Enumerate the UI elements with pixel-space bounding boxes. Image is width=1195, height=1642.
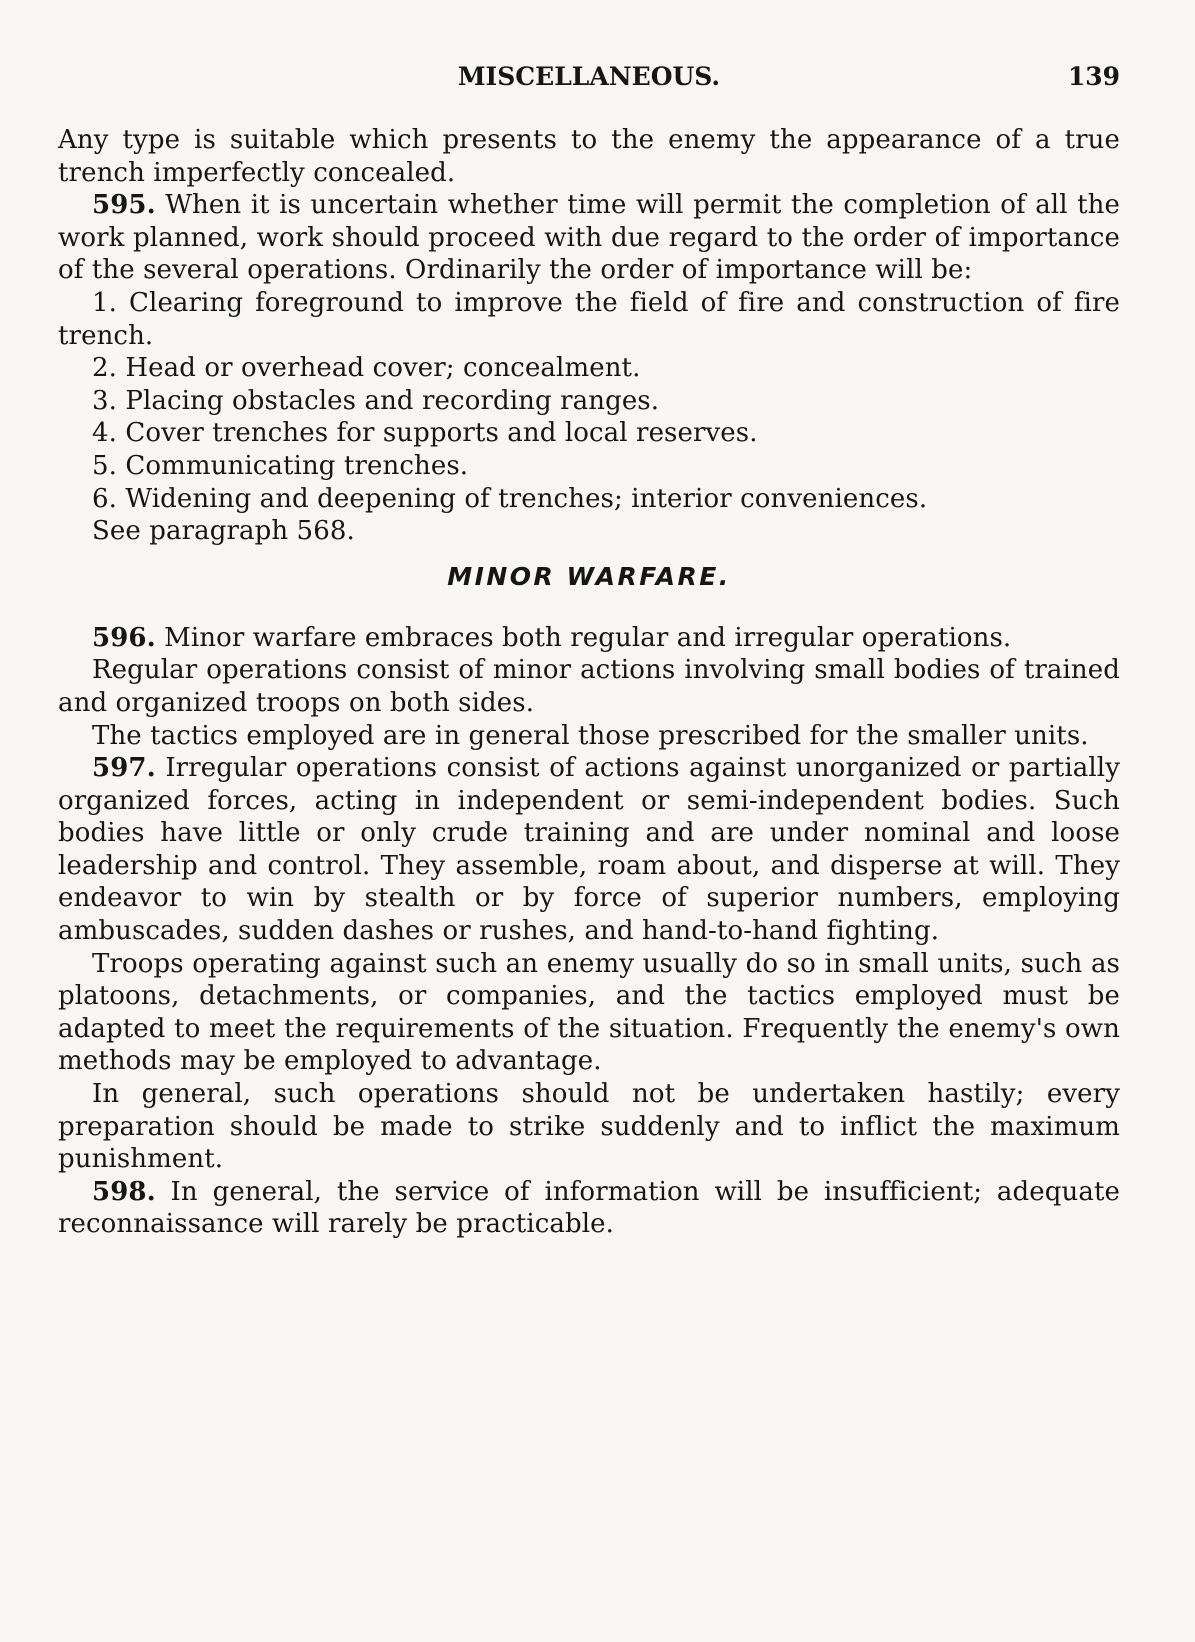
paragraph xyxy=(58,417,1120,450)
paragraph-number: 597. xyxy=(92,753,156,784)
paragraph xyxy=(58,752,1120,948)
paragraph-text: The tactics employed are in general those prescribed for the smaller units. xyxy=(92,720,1089,751)
section-heading: MINOR WARFARE. xyxy=(447,561,731,591)
paragraph xyxy=(58,189,1120,287)
paragraph xyxy=(58,1078,1120,1176)
paragraph xyxy=(58,622,1120,655)
paragraph-text: In general, the service of information will be insufficient; adequate reconnaissance will rarely be practicable. xyxy=(58,1176,1120,1240)
page-body xyxy=(58,124,1120,1241)
paragraph xyxy=(58,124,1120,189)
paragraph-text: Minor warfare embraces both regular and irregular operations. xyxy=(164,622,1012,653)
paragraph xyxy=(58,654,1120,719)
paragraph-number: 598. xyxy=(92,1176,156,1207)
paragraph-text: Regular operations consist of minor actions involving small bodies of trained and organized troops on both sides. xyxy=(58,655,1120,718)
paragraph xyxy=(58,287,1120,352)
paragraph xyxy=(58,1176,1120,1241)
running-title: MISCELLANEOUS. xyxy=(457,62,721,91)
paragraph-text: Irregular operations consist of actions against unorganized or partially organized forces, acting in independent or semi-independent bodies. Such bodies have little or only crude training and are under nominal and loose leadership and control. They assemble, roam about, and disperse at will. They endeavor to win by stealth or by force of superior numbers, employing ambuscades, sudden dashes or rushes, and hand-to-hand fighting. xyxy=(58,753,1120,947)
paragraph xyxy=(58,483,1120,516)
paragraph-text: 1. Clearing foreground to improve the field of fire and construction of fire trench. xyxy=(58,287,1120,351)
page-number: 139 xyxy=(1067,62,1120,91)
paragraph xyxy=(58,515,1120,548)
paragraph xyxy=(58,352,1120,385)
paragraph-text: 4. Cover trenches for supports and local reserves. xyxy=(92,418,758,449)
paragraph-text: 5. Communicating trenches. xyxy=(92,450,469,481)
paragraph-text: 3. Placing obstacles and recording ranges. xyxy=(92,385,660,416)
paragraph-text: 2. Head or overhead cover; concealment. xyxy=(92,353,641,384)
paragraph xyxy=(58,948,1120,1078)
paragraph-group-bottom xyxy=(58,622,1120,1241)
paragraph xyxy=(58,720,1120,753)
paragraph-text: Troops operating against such an enemy usually do so in small units, such as platoons, detachments, or companies, and the tactics employed must be adapted to meet the requirements of the situation. Frequently the enemy's own methods may be employed to advantage. xyxy=(58,948,1120,1077)
paragraph-text: In general, such operations should not be undertaken hastily; every preparation should be made to strike suddenly and to inflict the maximum punishment. xyxy=(58,1079,1120,1175)
paragraph-text: 6. Widening and deepening of trenches; interior conveniences. xyxy=(92,483,928,514)
paragraph-text: When it is uncertain whether time will permit the completion of all the work planned, work should proceed with due regard to the order of importance of the several operations. Ordinarily the order of importance will be: xyxy=(58,190,1120,286)
paragraph-number: 596. xyxy=(92,622,156,653)
paragraph xyxy=(58,450,1120,483)
paragraph-group-top xyxy=(58,124,1120,548)
paragraph-number: 595. xyxy=(92,190,156,221)
paragraph-text: See paragraph 568. xyxy=(92,516,355,547)
paragraph-text: Any type is suitable which presents to the enemy the appearance of a true trench imperfectly concealed. xyxy=(58,125,1120,188)
running-header xyxy=(58,62,1120,96)
paragraph xyxy=(58,385,1120,418)
